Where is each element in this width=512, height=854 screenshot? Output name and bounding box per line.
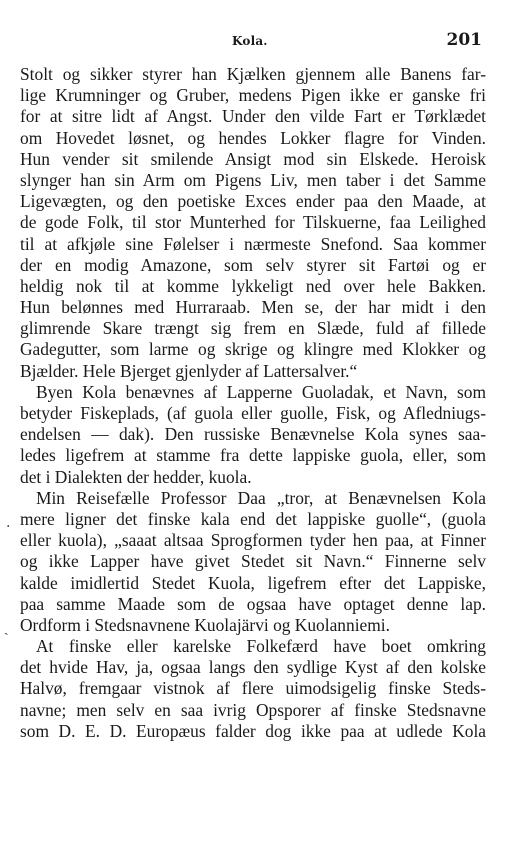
text-line: Min Reisefælle Professor Daa „tror, at Benævnelsen Kola (36, 487, 486, 508)
text-line: der en modig Amazone, som selv styrer sit Fartøi og er (20, 254, 486, 275)
text-line: som D. E. D. Europæus falder dog ikke paa at udlede Kola (20, 720, 486, 741)
text-line: det i Dialekten der hedder, kuola. (20, 466, 252, 487)
margin-tick-mark: ˎ (4, 620, 9, 636)
running-title: Kola. (232, 34, 268, 48)
text-line: At finske eller karelske Folkefærd have boet omkring (36, 636, 486, 657)
page-number: 201 (446, 30, 482, 50)
text-line: betyder Fiskeplads, (af guola eller guolle, Fisk, og Afledniugs- (20, 403, 486, 423)
text-line: Byen Kola benævnes af Lapperne Guoladak, et Navn, som (36, 381, 486, 402)
text-line: til at afkjøle sine Følelser i nærmeste Snefond. Saa kommer (20, 233, 486, 254)
text-line: lige Krumninger og Gruber, medens Pigen ikke er ganske fri (20, 85, 486, 106)
paragraph-2 (20, 382, 486, 488)
text-line: Ordform i Stedsnavnene Kuolajärvi og Kuolanniemi. (20, 614, 390, 635)
text-line: Ligevægten, og den poetiske Exces ender paa den Maade, at (20, 191, 486, 212)
text-line: de gode Folk, til stor Munterhed for Tilskuerne, faa Leilighed (20, 212, 486, 233)
paragraph-4 (20, 636, 486, 742)
text-line: Halvø, fremgaar vistnok af flere uimodsigelig finske Steds- (20, 678, 486, 699)
text-line: Stolt og sikker styrer han Kjælken gjennem alle Banens far- (20, 64, 486, 84)
paragraph-3 (20, 488, 486, 636)
margin-dot-mark: . (6, 515, 11, 531)
text-line: kalde imidlertid Stedet Kuola, ligefrem efter det Lappiske, (20, 572, 486, 593)
text-line: Hun belønnes med Hurraraab. Men se, der har midt i den (20, 297, 486, 318)
text-line: om Hovedet løsnet, og hendes Lokker flagre for Vinden. (20, 127, 486, 148)
text-line: glimrende Skare trængt sig frem en Slæde, fuld af fillede (20, 318, 486, 339)
text-line: paa samme Maade som de ogsaa have optaget denne lap. (20, 593, 486, 614)
page-header (0, 30, 512, 52)
text-line: det hvide Hav, ja, ogsaa langs den sydlige Kyst af den kolske (20, 657, 486, 678)
text-line: Bjælder. Hele Bjerget gjenlyder af Lattersalver.“ (20, 360, 358, 381)
text-line: ledes ligefrem at stamme fra dette lappiske guola, eller, som (20, 445, 486, 466)
text-line: eller kuola), „saaat altsaa Sprogformen tyder hen paa, at Finner (20, 530, 486, 551)
text-line: navne; men selv en saa ivrig Opsporer af finske Stedsnavne (20, 699, 486, 720)
text-line: heldig nok til at komme lykkeligt ned over hele Bakken. (20, 275, 486, 296)
text-line: mere ligner det finske kala end det lappiske guolle“, (guola (20, 508, 486, 529)
paragraph-1 (20, 64, 486, 382)
text-line: og ikke Lapper have givet Stedet sit Navn.“ Finnerne selv (20, 551, 486, 572)
text-line: for at sitre lidt af Angst. Under den vilde Fart er Tørklædet (20, 106, 486, 127)
text-line: endelsen — dak). Den russiske Benævnelse Kola synes saa- (20, 424, 486, 445)
body-text (20, 64, 486, 742)
text-line: slynger han sin Arm om Pigens Liv, men taber i det Samme (20, 169, 486, 190)
text-line: Gadegutter, som larme og skrige og klingre med Klokker og (20, 339, 486, 360)
text-line: Hun vender sit smilende Ansigt mod sin Elskede. Heroisk (20, 148, 486, 169)
